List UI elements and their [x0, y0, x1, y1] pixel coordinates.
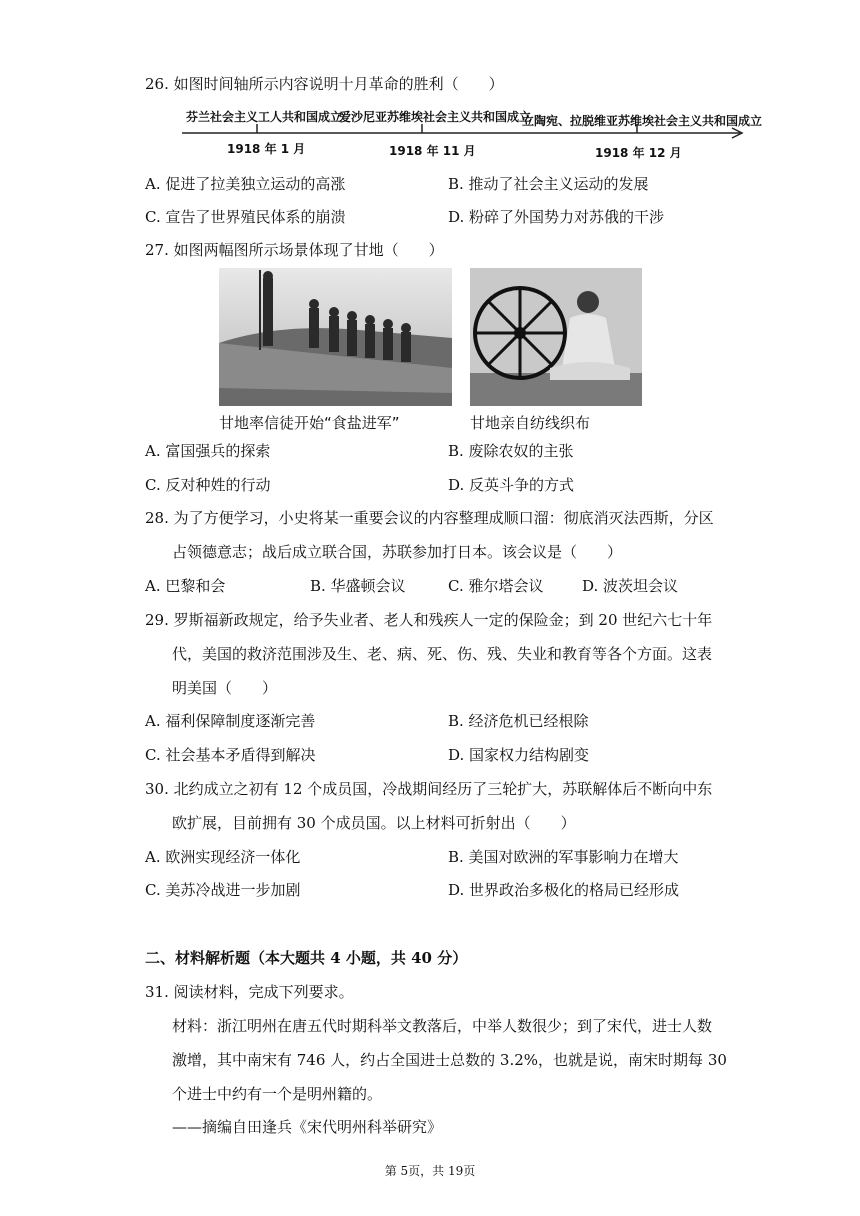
q28-stem-line2: 占领德意志；战后成立联合国，苏联参加打日本。该会议是（ ）	[172, 543, 623, 561]
q30-stem-line1: 30. 北约成立之初有 12 个成员国，冷战期间经历了三轮扩大，苏联解体后不断向中东	[145, 780, 713, 798]
page-footer: 第 5页，共 19页	[384, 1164, 476, 1178]
q26-option-c: C. 宣告了世界殖民体系的崩溃	[145, 208, 346, 226]
q30-option-c: C. 美苏冷战进一步加剧	[145, 881, 301, 899]
q30-option-a: A. 欧洲实现经济一体化	[145, 848, 301, 866]
q26-option-a: A. 促进了拉美独立运动的高涨	[145, 175, 346, 193]
q29-stem-line1: 29. 罗斯福新政规定，给予失业者、老人和残疾人一定的保险金；到 20 世纪六七十年	[145, 611, 713, 629]
q28-option-b: B. 华盛顿会议	[310, 577, 406, 595]
q29-option-d: D. 国家权力结构剧变	[448, 746, 590, 764]
timeline-event-label: 芬兰社会主义工人共和国成立	[186, 110, 343, 124]
q29-stem-line3: 明美国（ ）	[172, 679, 278, 697]
q27-stem: 27. 如图两幅图所示场景体现了甘地（ ）	[145, 241, 444, 259]
q28-option-a: A. 巴黎和会	[145, 577, 226, 595]
q31-material-line2: 激增，其中南宋有 746 人，约占全国进士总数的 3.2%，也就是说，南宋时期每 30	[172, 1051, 727, 1069]
q31-material-line1: 材料：浙江明州在唐五代时期科举文教落后，中举人数很少；到了宋代，进士人数	[172, 1017, 713, 1035]
q29-option-c: C. 社会基本矛盾得到解决	[145, 746, 316, 764]
q26-timeline	[182, 102, 763, 162]
q27-option-a: A. 富国强兵的探索	[145, 442, 271, 460]
spinning-caption: 甘地亲自纺线织布	[470, 414, 591, 432]
q26-stem: 26. 如图时间轴所示内容说明十月革命的胜利（ ）	[145, 75, 504, 93]
timeline-event-label: 爱沙尼亚苏维埃社会主义共和国成立	[339, 110, 532, 124]
q27-option-d: D. 反英斗争的方式	[448, 476, 575, 494]
section-title: 二、材料解析题（本大题共 4 小题，共 40 分）	[145, 949, 468, 967]
q29-stem-line2: 代，美国的救济范围涉及生、老、病、死、伤、残、失业和教育等各个方面。这表	[172, 645, 713, 663]
q28-option-c: C. 雅尔塔会议	[448, 577, 544, 595]
q26-option-d: D. 粉碎了外国势力对苏俄的干涉	[448, 208, 665, 226]
q29-option-b: B. 经济危机已经根除	[448, 712, 589, 730]
timeline-event-label: 立陶宛、拉脱维亚苏维埃社会主义共和国成立	[522, 114, 763, 128]
q28-option-d: D. 波茨坦会议	[582, 577, 679, 595]
q27-option-b: B. 废除农奴的主张	[448, 442, 574, 460]
timeline-event-date: 1918 年 1 月	[227, 142, 306, 156]
q27-option-c: C. 反对种姓的行动	[145, 476, 271, 494]
timeline-event-date: 1918 年 11 月	[389, 144, 476, 158]
q31-material-line3: 个进士中约有一个是明州籍的。	[172, 1085, 383, 1103]
salt-march-caption: 甘地率信徒开始“食盐进军”	[219, 414, 400, 432]
spinning-wheel-photo	[470, 268, 642, 406]
q28-stem-line1: 28. 为了方便学习，小史将某一重要会议的内容整理成顺口溜：彻底消灭法西斯，分区	[145, 509, 714, 527]
q31-source: ——摘编自田逢兵《宋代明州科举研究》	[172, 1118, 443, 1136]
q29-option-a: A. 福利保障制度逐渐完善	[145, 712, 316, 730]
q30-stem-line2: 欧扩展，目前拥有 30 个成员国。以上材料可折射出（ ）	[172, 814, 576, 832]
q30-option-b: B. 美国对欧洲的军事影响力在增大	[448, 848, 679, 866]
salt-march-photo	[219, 268, 452, 406]
q26-option-b: B. 推动了社会主义运动的发展	[448, 175, 649, 193]
q30-option-d: D. 世界政治多极化的格局已经形成	[448, 881, 680, 899]
timeline-event-date: 1918 年 12 月	[595, 146, 682, 160]
q31-stem: 31. 阅读材料，完成下列要求。	[145, 983, 354, 1001]
